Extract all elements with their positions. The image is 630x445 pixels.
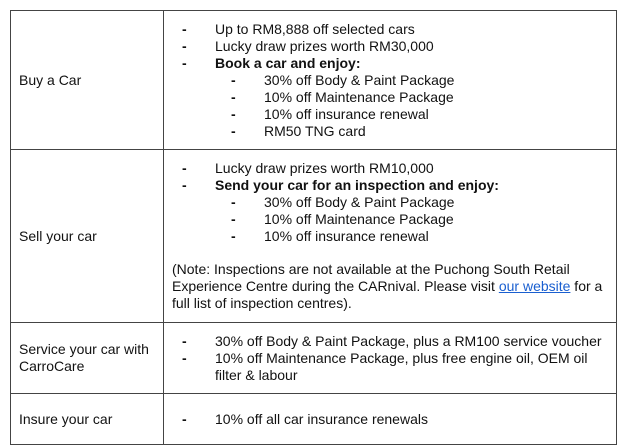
list-item: - Lucky draw prizes worth RM30,000 [182,38,610,55]
list-heading-text: Send your car for an inspection and enjoy: [215,177,499,193]
sub-list-item: - 30% off Body & Paint Package [215,72,610,89]
row-label: Insure your car [11,394,164,445]
list-heading-text: Book a car and enjoy: [215,54,361,71]
note-text-end: for a full list of inspection centres). [172,278,603,311]
website-link[interactable]: our website [498,278,571,294]
list-item: - 30% off Body & Paint Package, plus a RM100 service voucher [182,333,610,350]
offer-list [182,160,610,245]
list-heading [182,177,610,245]
sub-list-item: - RM50 TNG card [215,123,610,140]
row-label: Service your car with CarroCare [11,323,164,394]
list-heading [182,55,610,140]
list-item: - Lucky draw prizes worth RM10,000 [182,160,610,177]
offer-list [182,333,610,384]
sub-list-item: - 30% off Body & Paint Package [215,194,610,211]
row-label: Buy a Car [11,11,164,150]
sub-list-item: - 10% off Maintenance Package [215,89,610,106]
offer-list [182,411,610,428]
table-row [11,11,617,150]
inspection-note [172,261,610,312]
list-item: - 10% off Maintenance Package, plus free engine oil, OEM oil filter & labour [182,350,610,384]
list-item: - Up to RM8,888 off selected cars [182,21,610,38]
row-details [164,323,617,394]
row-details [164,11,617,150]
offers-table [10,10,617,445]
list-item: - 10% off all car insurance renewals [182,411,610,428]
table-row [11,323,617,394]
sub-list-item: - 10% off Maintenance Package [215,211,610,228]
sub-list-item: - 10% off insurance renewal [215,106,610,123]
row-details [164,150,617,323]
table-row [11,394,617,445]
sub-offer-list [215,72,610,140]
row-details [164,394,617,445]
sub-offer-list [215,194,610,245]
table-row [11,150,617,323]
offer-list [182,21,610,140]
note-text: (Note: Inspections are not available at the Puchong South Retail Experience Centre during the CARnival. Please visit [172,261,570,294]
row-label: Sell your car [11,150,164,323]
sub-list-item: - 10% off insurance renewal [215,228,610,245]
